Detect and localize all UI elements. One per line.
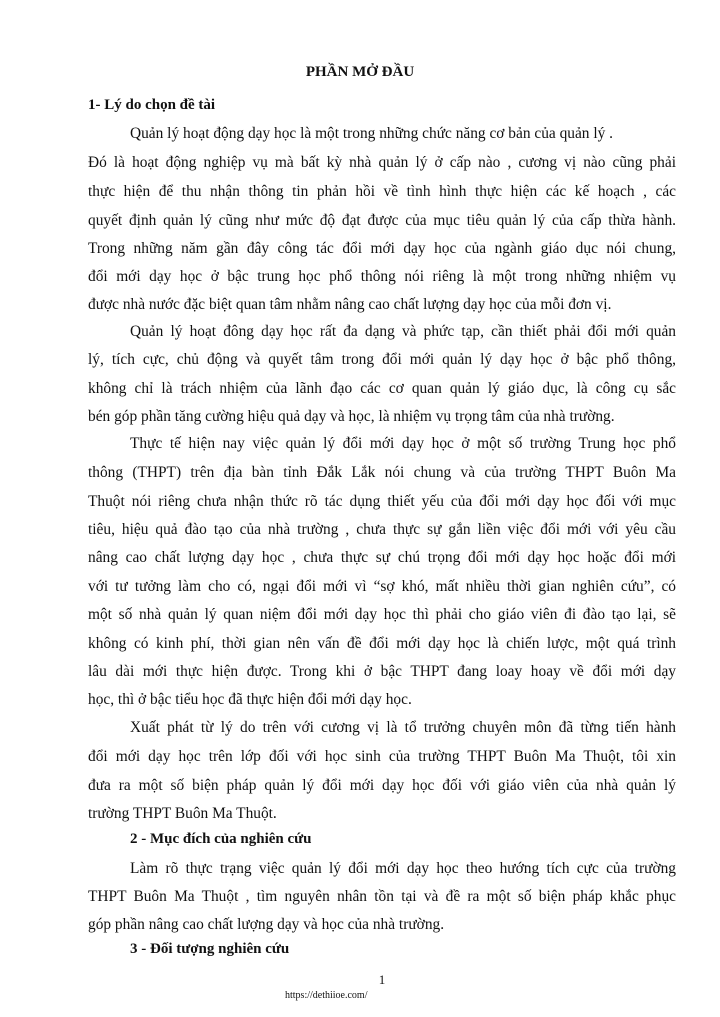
- paragraph-line: góp phần nâng cao chất lượng dạy và học của nhà trường.: [88, 916, 445, 933]
- paragraph-line: lâu dài mới thực hiện được. Trong khi ở bậc THPT đang loay hoay về đổi mới dạy: [88, 663, 676, 680]
- paragraph-line: thông (THPT) trên địa bàn tỉnh Đắk Lắk nói chung và của trường THPT Buôn Ma: [88, 464, 676, 481]
- paragraph-line: Trong những năm gần đây công tác đổi mới dạy học của ngành giáo dục nói chung,: [88, 240, 676, 257]
- paragraph-line: Thuột nói riêng chưa nhận thức rõ tác dụng thiết yếu của đổi mới dạy học đối với mục: [88, 493, 676, 510]
- paragraph-line: Thực tế hiện nay việc quản lý đổi mới dạy học ở một số trường Trung học phổ: [130, 435, 676, 452]
- paragraph-line: Quản lý hoạt động dạy học là một trong những chức năng cơ bản của quản lý .: [130, 125, 614, 142]
- paragraph-line: một số nhà quản lý quan niệm đổi mới dạy học thì phải cho giáo viên đi đào tạo lại, sẽ: [88, 606, 676, 623]
- section-heading-3: 3 - Đối tượng nghiên cứu: [130, 941, 290, 957]
- paragraph-line: thực hiện để thu nhận thông tin phản hồi về tình hình thực hiện các kế hoạch , các: [88, 183, 676, 200]
- paragraph-line: không chỉ là trách nhiệm của lãnh đạo các cơ quan quản lý giáo dục, là công cụ sắc: [88, 380, 676, 397]
- paragraph-line: bén góp phần tăng cường hiệu quả dạy và học, là nhiệm vụ trọng tâm của nhà trường.: [88, 408, 615, 425]
- paragraph-line: không có kinh phí, thời gian nên vấn đề đổi mới dạy học là chiến lược, một quá trình: [88, 635, 676, 652]
- paragraph-line: đưa ra một số biện pháp quản lý đổi mới dạy học đối với giáo viên của nhà quản lý: [88, 777, 676, 794]
- paragraph-line: Đó là hoạt động nghiệp vụ mà bất kỳ nhà quản lý ở cấp nào , cương vị nào cũng phải: [88, 154, 676, 171]
- paragraph-line: được nhà nước đặc biệt quan tâm nhằm nâng cao chất lượng dạy học của mỗi đơn vị.: [88, 296, 612, 313]
- paragraph-line: đổi mới dạy học trên lớp đối với học sinh của trường THPT Buôn Ma Thuột, tôi xin: [88, 748, 676, 765]
- paragraph-line: tiêu, hiệu quả đào tạo của nhà trường , chưa thực sự gắn liền việc đổi mới với yêu cầu: [88, 521, 676, 538]
- paragraph-line: nâng cao chất lượng dạy học , chưa thực sự chú trọng đổi mới dạy học hoặc đổi mới: [88, 549, 676, 566]
- paragraph-line: đổi mới dạy học ở bậc trung học phổ thông nói riêng là một trong những nhiệm vụ: [88, 268, 676, 285]
- paragraph-line: Làm rõ thực trạng việc quản lý đổi mới dạy học theo hướng tích cực của trường: [130, 860, 676, 877]
- paragraph-line: THPT Buôn Ma Thuột , tìm nguyên nhân tồn tại và đề ra một số biện pháp khắc phục: [88, 888, 676, 905]
- page-number: 1: [378, 972, 386, 987]
- paragraph-line: lý, tích cực, chủ động và quyết tâm trong đổi mới quản lý dạy học ở bậc phổ thông,: [88, 351, 676, 368]
- paragraph-line: Xuất phát từ lý do trên với cương vị là tổ trưởng chuyên môn đã từng tiến hành: [130, 719, 676, 736]
- paragraph-line: Quản lý hoạt đông dạy học rất đa dạng và phức tạp, cần thiết phải đổi mới quản: [130, 323, 676, 340]
- paragraph-line: học, thì ở bậc tiểu học đã thực hiện đổi mới dạy học.: [88, 691, 412, 708]
- footer-url: https://dethiioe.com/: [285, 990, 368, 1001]
- section-heading-2: 2 - Mục đích của nghiên cứu: [130, 831, 312, 847]
- page-title: PHẦN MỞ ĐẦU: [305, 64, 415, 80]
- paragraph-line: trường THPT Buôn Ma Thuột.: [88, 805, 277, 822]
- paragraph-line: với tư tưởng làm cho có, ngại đổi mới vì “sợ khó, mất nhiều thời gian nghiên cứu”, có: [88, 578, 676, 595]
- paragraph-line: quyết định quản lý cũng như mức độ đạt được của mục tiêu quản lý của cấp thừa hành.: [88, 212, 676, 229]
- section-heading-1: 1- Lý do chọn đề tài: [88, 97, 216, 113]
